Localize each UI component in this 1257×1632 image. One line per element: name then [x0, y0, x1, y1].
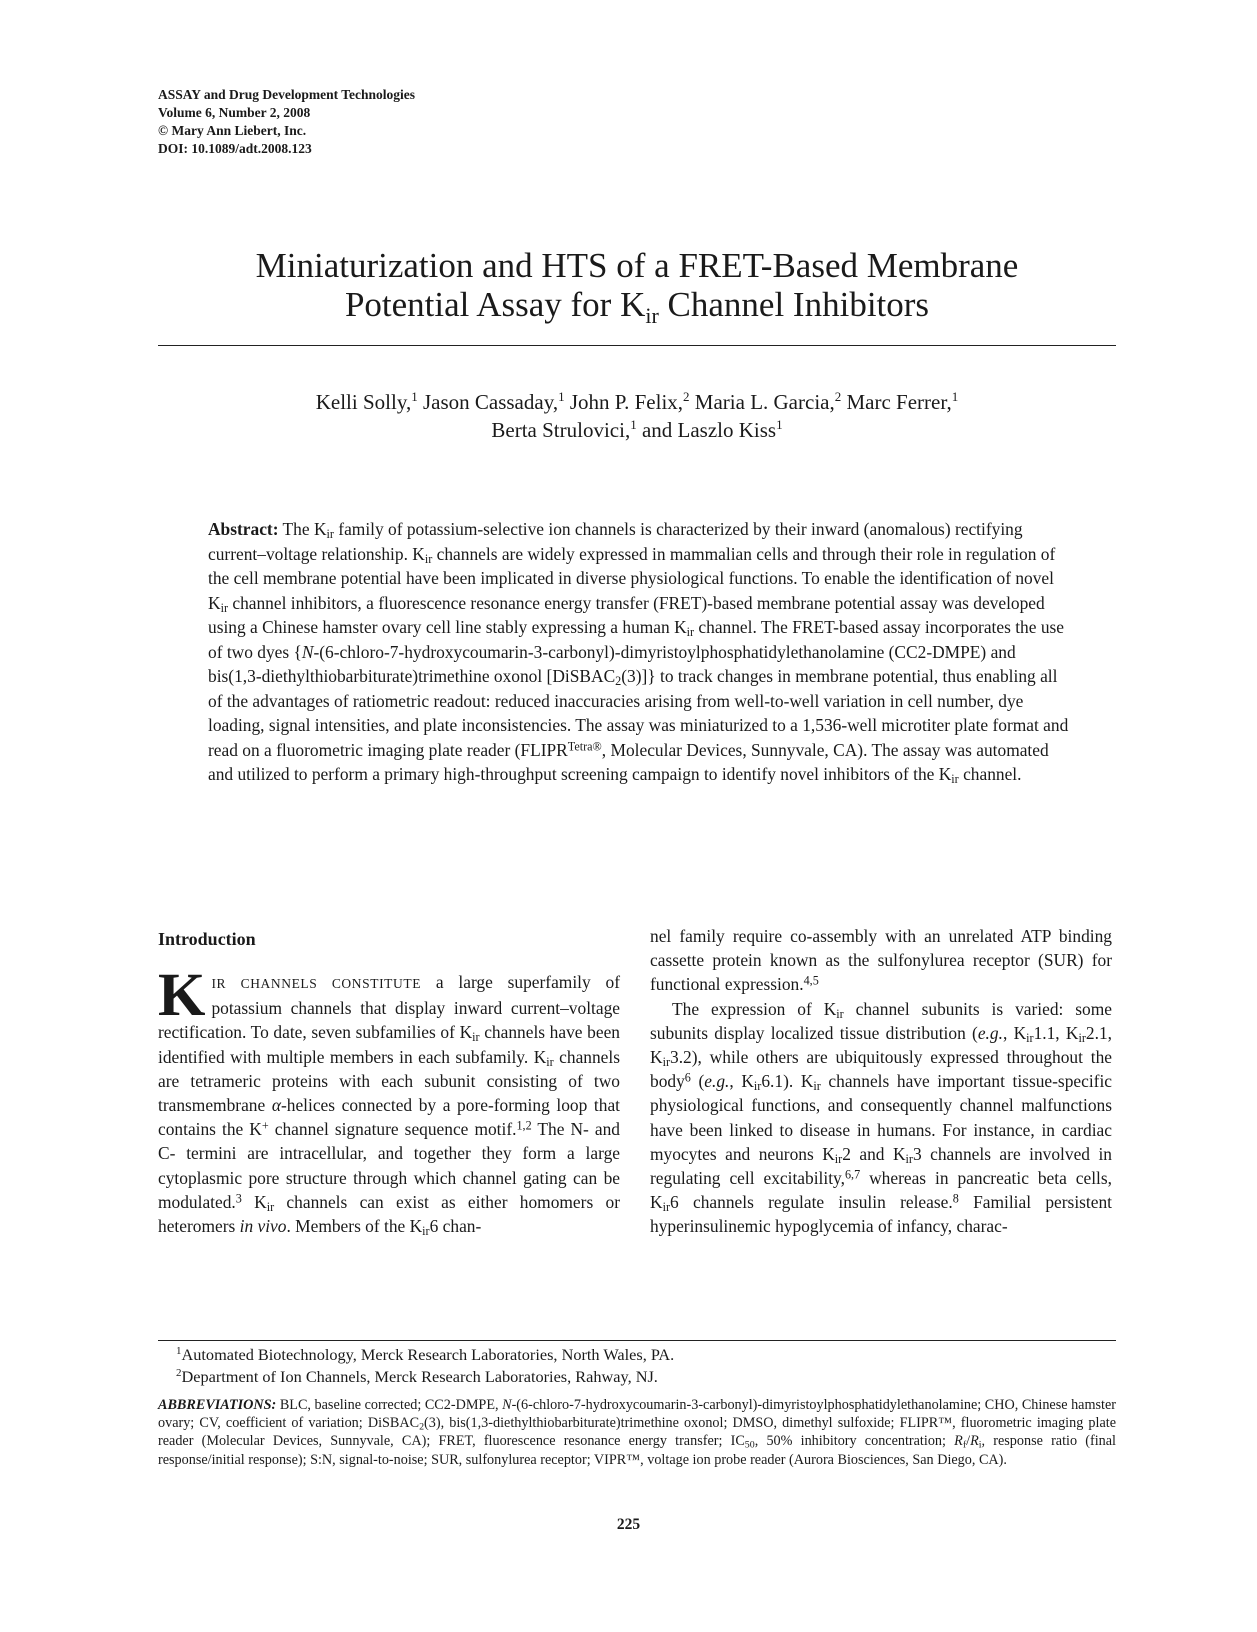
body-text: 6.1). [761, 1071, 801, 1092]
kir-symbol: K [409, 1216, 423, 1237]
body-text: 2 and [842, 1143, 893, 1164]
superscript: + [261, 1118, 269, 1133]
author: Berta Strulovici, [491, 418, 631, 442]
kir-subscript: ir [662, 1055, 670, 1070]
kir-subscript: ir [905, 1151, 913, 1166]
kir-symbol: K [938, 764, 952, 784]
body-text: . Members of the [286, 1216, 410, 1237]
kir-symbol: K [1065, 1022, 1079, 1043]
page-number: 225 [616, 1516, 641, 1533]
title-line-2b: Channel Inhibitors [658, 285, 930, 324]
kir-symbol: K [650, 1192, 663, 1213]
kir-subscript: ir [1026, 1030, 1034, 1045]
author-affiliation: 2 [683, 389, 690, 404]
article-title [158, 246, 1116, 335]
kir-subscript: ir [266, 1199, 275, 1214]
smallcaps-text: IR [211, 976, 227, 991]
abbreviations-text: , 50% inhibitory concentration; [754, 1433, 955, 1450]
author: and Laszlo Kiss [641, 418, 777, 442]
author: Marc Ferrer, [846, 390, 952, 414]
abbreviations [158, 1396, 1116, 1469]
smallcaps-text: CHANNELS CONSTITUTE [226, 976, 422, 991]
subscript: f [962, 1439, 967, 1451]
kir-subscript: ir [424, 551, 433, 566]
body-text: -helices connected by a pore-forming loop that contains the K [158, 1095, 620, 1140]
body-text [242, 1192, 254, 1212]
kir-subscript: ir [951, 772, 959, 787]
body-text: 3.2), while others are ubiquitously expressed throughout the body [650, 1047, 1112, 1092]
kir-symbol: K [208, 592, 221, 613]
abstract-subscript: 2 [615, 674, 622, 689]
title-line-1: Miniaturization and HTS of a FRET-Based Membrane [255, 246, 1019, 285]
abbreviations-text: / [966, 1433, 971, 1450]
author: John P. Felix, [569, 390, 684, 414]
abstract-text: channel. [958, 764, 1022, 784]
body-text: a large superfamily of potassium channels that display inward current–voltage rectification. To date, seven subfamilies of [158, 972, 620, 1043]
body-text: channels have been identified with multiple members in each subfamily. [158, 1022, 620, 1067]
abstract-text: (3)]} to track changes in membrane potential, thus enabling all of the advantages of ratiometric readout: reduced inaccuracies arising from well-to-well variation in cell number, dye loading, signal intensities, and plate inconsistencies. The assay was miniaturized to a 1,536-well microtiter plate format and read on a fluorometric imaging plate reader (FLIPR [208, 666, 1069, 760]
italic-text: in vivo [239, 1216, 287, 1237]
kir-symbol: K [459, 1022, 473, 1043]
kir-symbol: K [313, 519, 327, 539]
italic-text: N [502, 1397, 512, 1413]
abstract-text: family of potassium-selective ion channels is characterized by their inward (anomalous) rectifying current–voltage relationship. [208, 519, 1023, 564]
paragraph [650, 997, 1112, 1239]
body-text: channels are tetrameric proteins with each subunit consisting of two transmembrane [158, 1046, 620, 1116]
kir-subscript: ir [662, 1200, 670, 1215]
kir-symbol: K [741, 1071, 754, 1092]
body-text: , [729, 1071, 742, 1092]
abstract-text: channels are widely expressed in mammalian cells and through their role in regulation of the cell membrane potential have been implicated in diverse physiological functions. To enable the identification of novel [208, 543, 1056, 588]
kir-subscript: ir [834, 1151, 843, 1166]
footnote-number: 2 [176, 1366, 182, 1379]
abbreviations-label: ABBREVIATIONS: [158, 1397, 277, 1413]
citation: 3 [235, 1191, 242, 1206]
author-affiliation: 1 [558, 389, 565, 404]
citation: 6 [684, 1070, 691, 1085]
alpha-symbol: α [271, 1095, 281, 1116]
author: Kelli Solly, [315, 390, 412, 414]
kir-subscript: ir [686, 625, 695, 640]
author-affiliation: 1 [411, 389, 418, 404]
author-affiliation: 1 [630, 417, 637, 432]
citation: 6,7 [844, 1167, 861, 1182]
citation: 1,2 [516, 1118, 532, 1133]
body-text: channels can exist as either homomers or heteromers [158, 1191, 620, 1237]
body-text: 6 channels regulate insulin release. [670, 1192, 953, 1213]
body-text: The N- and C- termini are intracellular, and together they form a large cytoplasmic pore structure through which channel gating can be modulated. [158, 1119, 620, 1212]
body-text-continued: 6 chan- [429, 1216, 482, 1237]
body-text: channel signature sequence motif. [268, 1119, 517, 1140]
kir-subscript: ir [326, 527, 334, 542]
kir-symbol: K [650, 1047, 663, 1068]
title-line-2a: Potential Assay for K [344, 285, 646, 324]
abstract-label: Abstract: [208, 519, 279, 539]
body-text: channels have important tissue-specific physiological functions, and consequently channel malfunctions have been linked to disease in humans. For instance, in cardiac myocytes and neurons [650, 1071, 1112, 1164]
journal-header [158, 86, 415, 158]
body-text: channel subunits is varied: some subunits display localized tissue distribution ( [650, 998, 1112, 1043]
abstract-text: channel inhibitors, a fluorescence resonance energy transfer (FRET)-based membrane potential assay was developed using a Chinese hamster ovary cell line stably expressing a human [208, 592, 1045, 637]
kir-symbol: K [254, 1191, 267, 1212]
author-affiliation: 2 [834, 389, 842, 404]
footnote-divider [158, 1340, 1116, 1341]
italic-text: e.g. [977, 1022, 1003, 1043]
author: Maria L. Garcia, [694, 390, 835, 414]
abbreviations-text: BLC, baseline corrected; CC2-DMPE, [276, 1397, 503, 1413]
italic-text: R [954, 1433, 963, 1450]
body-column-left [158, 928, 620, 1238]
title-divider [158, 345, 1116, 346]
footnote-text: Department of Ion Channels, Merck Research Laboratories, Rahway, NJ. [181, 1366, 658, 1386]
kir-symbol: K [533, 1046, 547, 1067]
section-heading: Introduction [158, 929, 256, 949]
abstract-italic: N [301, 641, 314, 662]
body-text: The expression of [672, 998, 824, 1019]
footnote [158, 1344, 1116, 1366]
kir-subscript: ir [836, 1006, 844, 1021]
drop-cap: K [158, 962, 206, 1029]
footnotes [158, 1344, 1116, 1469]
kir-symbol: K [892, 1143, 906, 1164]
kir-symbol: K [412, 543, 425, 564]
kir-symbol: K [1013, 1022, 1027, 1043]
italic-text: R [970, 1433, 979, 1450]
title-subscript: ir [645, 303, 659, 328]
subscript: 50 [744, 1439, 755, 1451]
body-text: nel family require co-assembly with an unrelated ATP binding cassette protein known as the sulfonylurea receptor (SUR) for functional expression. [650, 926, 1112, 995]
abbreviations-text: (3), bis(1,3-diethylthiobarbiturate)trimethine oxonol; DMSO, dimethyl sulfoxide; FLIPR™, fluorometric imaging plate reader (Molecular Devices, Sunnyvale, CA); FRET, fluorescence resonance energy transfer; IC [158, 1415, 1116, 1450]
body-text: 3 channels are involved in regulating cell excitability, [650, 1143, 1112, 1189]
kir-subscript: ir [813, 1079, 821, 1094]
kir-symbol: K [822, 1143, 835, 1164]
body-text: whereas in pancreatic beta cells, [860, 1168, 1112, 1189]
italic-text: e.g. [704, 1071, 730, 1092]
journal-copyright: © Mary Ann Liebert, Inc. [158, 123, 307, 138]
author-affiliation: 1 [951, 389, 959, 404]
subscript: i [978, 1439, 982, 1451]
body-column-right [650, 924, 1112, 1239]
footnote-number: 1 [176, 1345, 182, 1357]
abbreviations-text: , response ratio (final response/initial response); S:N, signal-to-noise; SUR, sulfonylurea receptor; VIPR™, voltage ion probe reader (Aurora Biosciences, San Diego, CA). [158, 1433, 1116, 1468]
paragraph [650, 924, 1112, 997]
kir-symbol: K [823, 998, 837, 1019]
subscript: 2 [419, 1421, 425, 1433]
abstract-superscript: Tetra® [567, 739, 602, 754]
body-text: ( [690, 1071, 705, 1092]
body-text: 2.1, [1085, 1022, 1112, 1043]
author-affiliation: 1 [776, 417, 783, 432]
author-list [158, 388, 1116, 444]
journal-name: ASSAY and Drug Development Technologies [158, 87, 416, 102]
footnote-text: Automated Biotechnology, Merck Research Laboratories, North Wales, PA. [181, 1345, 675, 1364]
paragraph [158, 962, 620, 1239]
journal-doi: DOI: 10.1089/adt.2008.123 [158, 141, 312, 156]
kir-subscript: ir [1078, 1030, 1086, 1045]
footnote [158, 1366, 1116, 1388]
kir-subscript: ir [472, 1030, 480, 1045]
kir-subscript: ir [220, 600, 228, 615]
abstract-text: The [278, 519, 314, 539]
abstract-text: -(6-chloro-7-hydroxycoumarin-3-carbonyl)-dimyristoylphosphatidylethanolamine (CC2-DMPE) and bis(1,3-diethylthiobarbiturate)trimethine oxonol [DiSBAC [208, 641, 1016, 686]
abstract-text: channel. The FRET-based assay incorporates the use of two dyes { [208, 617, 1064, 662]
kir-symbol: K [674, 617, 687, 637]
abstract [208, 517, 1070, 787]
body-text: Familial persistent hyperinsulinemic hypoglycemia of infancy, charac- [650, 1192, 1112, 1237]
body-text: , [1002, 1022, 1014, 1043]
abbreviations-text: -(6-chloro-7-hydroxycoumarin-3-carbonyl)-dimyristoylphosphatidylethanolamine; CHO, Chinese hamster ovary; CV, coefficient of variation; DiSBAC [158, 1397, 1116, 1432]
author: Jason Cassaday, [422, 390, 559, 414]
citation: 8 [952, 1191, 959, 1206]
body-text: 1.1, [1033, 1022, 1066, 1043]
kir-subscript: ir [753, 1079, 762, 1094]
journal-volume: Volume 6, Number 2, 2008 [158, 105, 311, 120]
citation: 4,5 [803, 973, 819, 988]
abstract-text: , Molecular Devices, Sunnyvale, CA). The assay was automated and utilized to perform a primary high-throughput screening campaign to identify novel inhibitors of the [208, 739, 1049, 784]
kir-symbol: K [800, 1071, 814, 1092]
kir-subscript: ir [422, 1224, 430, 1239]
kir-subscript: ir [546, 1054, 554, 1069]
